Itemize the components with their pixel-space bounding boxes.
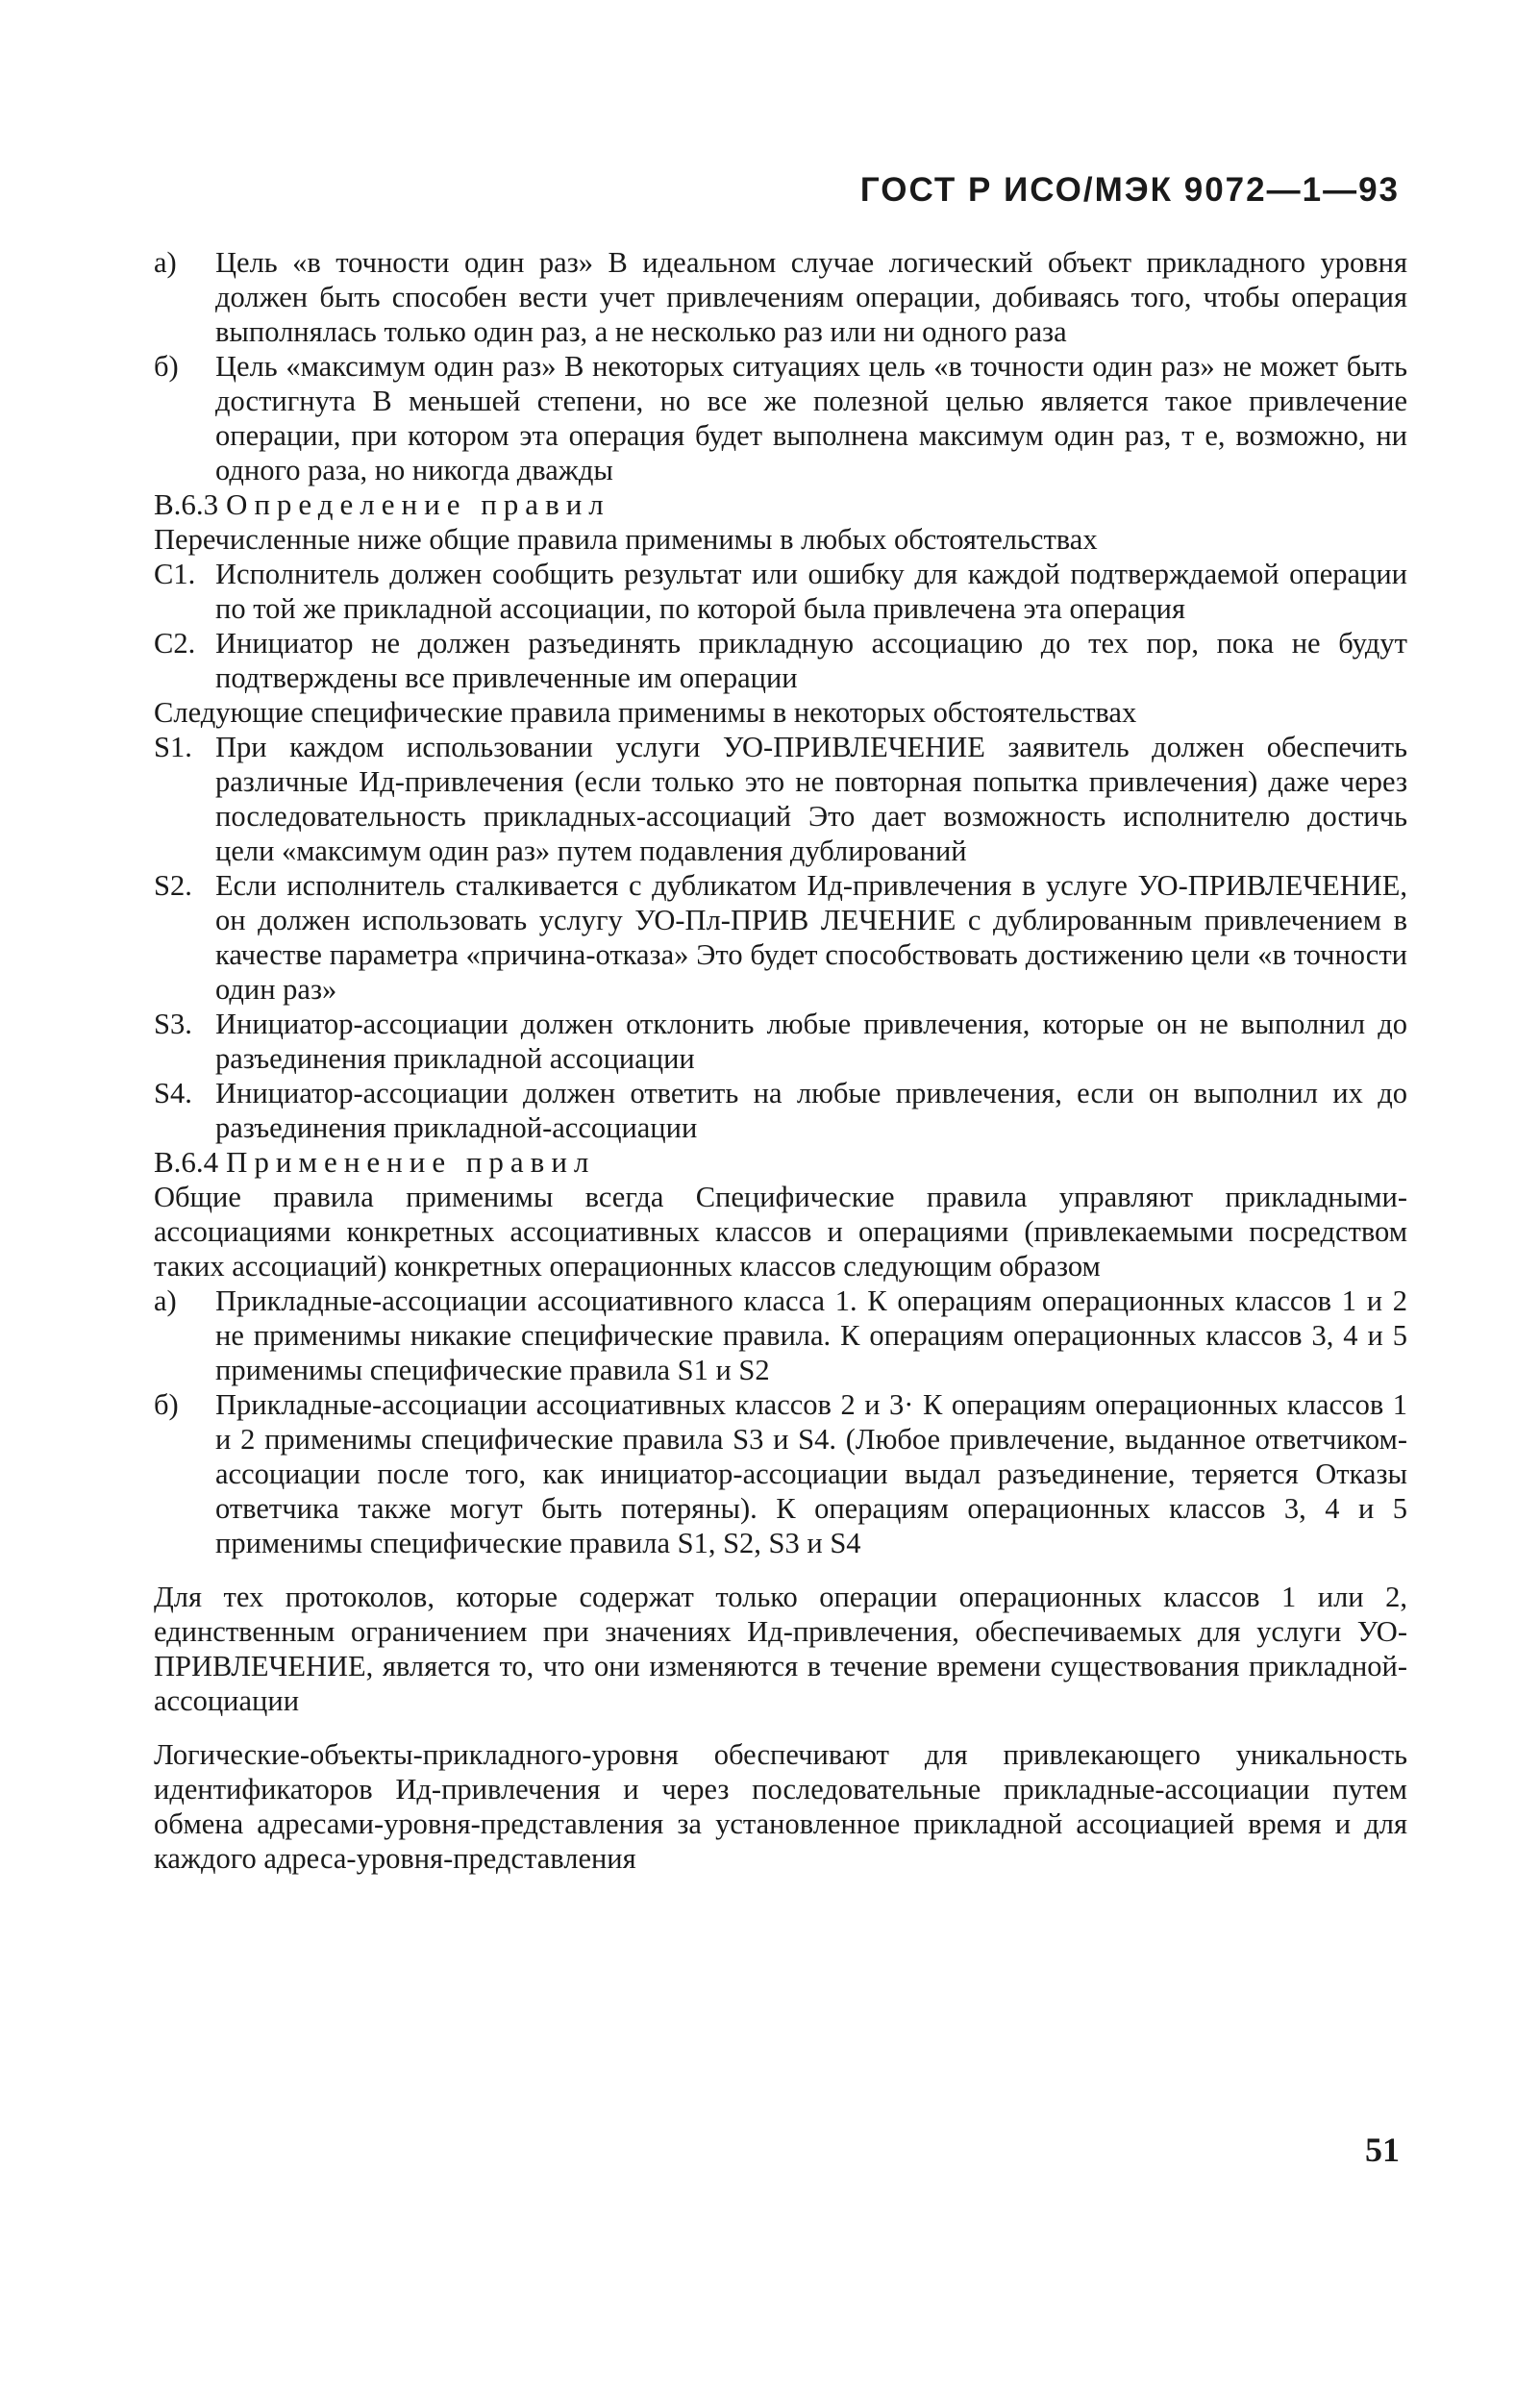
- rule-marker: S3.: [154, 1008, 192, 1040]
- item-marker: б): [154, 350, 179, 383]
- item-text: Цель «в точности один раз» В идеальном случае логический объект прикладного уровня должен быть способен вести учет привлечениям операции, добиваясь того, чтобы операция выполнялась только один раз, а не несколько раз или ни одного раза: [215, 246, 1407, 348]
- rule-text: Инициатор не должен разъединять прикладную ассоциацию до тех пор, пока не будут подтверждены все привлеченные им операции: [215, 627, 1407, 694]
- rule-s4: [154, 1076, 1407, 1145]
- document-body: [154, 245, 1407, 1876]
- paragraph-protocols: Для тех протоколов, которые содержат только операции операционных классов 1 или 2, единственным ограничением при значениях Ид-привлечения, обеспечиваемых для услуги УО-ПРИВЛЕЧЕНИЕ, является то, что они изменяются в течение времени существования прикладной-ассоциации: [154, 1581, 1407, 1717]
- rule-s1: [154, 730, 1407, 868]
- rule-s3: [154, 1007, 1407, 1076]
- paragraph-gap: [154, 1718, 1407, 1737]
- item-text: Прикладные-ассоциации ассоциативных классов 2 и 3· К операциям операционных классов 1 и 2 применимы специфические правила S3 и S4. (Любое привлечение, выданное ответчиком-ассоциации после того, как инициатор-ассоциации выдал разъединение, теряется Отказы ответчика также могут быть потеряны). К операциям операционных классов 3, 4 и 5 применимы специфические правила S1, S2, S3 и S4: [215, 1388, 1407, 1559]
- application-item-a: [154, 1283, 1407, 1387]
- item-text: Прикладные-ассоциации ассоциативного класса 1. К операциям операционных классов 1 и 2 не применимы никакие специфические правила. К операциям операционных классов 3, 4 и 5 применимы специфические правила S1 и S2: [215, 1284, 1407, 1386]
- rule-marker: С1.: [154, 558, 196, 590]
- goal-item-a: [154, 245, 1407, 349]
- page-number: 51: [1365, 2130, 1400, 2169]
- rule-marker: S1.: [154, 731, 192, 763]
- section-title: Определение правил: [225, 487, 610, 521]
- rule-text: При каждом использовании услуги УО-ПРИВЛЕЧЕНИЕ заявитель должен обеспечить различные Ид-привлечения (если только это не повторная попытка привлечения) даже через последовательность прикладных-ассоциаций Это дает возможность исполнителю достичь цели «максимум один раз» путем подавления дублирований: [215, 731, 1407, 867]
- standard-header: ГОСТ Р ИСО/МЭК 9072—1—93: [859, 171, 1400, 209]
- rule-c1: [154, 557, 1407, 626]
- item-marker: а): [154, 246, 177, 279]
- section-heading-b63: [154, 487, 1407, 522]
- rule-text: Если исполнитель сталкивается с дубликатом Ид-привлечения в услуге УО-ПРИВЛЕЧЕНИЕ, он должен использовать услугу УО-Пл-ПРИВ ЛЕЧЕНИЕ с дублированным привлечением в качестве параметра «причина-отказа» Это будет способствовать достижению цели «в точности один раз»: [215, 869, 1407, 1006]
- section-number: В.6.3: [154, 487, 219, 521]
- goal-item-b: [154, 349, 1407, 487]
- section-title: Применение правил: [225, 1145, 596, 1179]
- item-marker: а): [154, 1284, 177, 1317]
- rule-c2: [154, 626, 1407, 695]
- rule-text: Инициатор-ассоциации должен отклонить любые привлечения, которые он не выполнил до разъединения прикладной ассоциации: [215, 1008, 1407, 1075]
- rule-text: Инициатор-ассоциации должен ответить на любые привлечения, если он выполнил их до разъединения прикладной-ассоциации: [215, 1077, 1407, 1144]
- rule-marker: S4.: [154, 1077, 192, 1109]
- item-text: Цель «максимум один раз» В некоторых ситуациях цель «в точности один раз» не может быть достигнута В меньшей степени, но все же полезной целью является такое привлечение операции, при котором эта операция будет выполнена максимум один раз, т е, возможно, ни одного раза, но никогда дважды: [215, 350, 1407, 486]
- item-marker: б): [154, 1388, 179, 1421]
- specific-rules-intro: Следующие специфические правила применимы в некоторых обстоятельствах: [154, 696, 1137, 729]
- rule-marker: S2.: [154, 869, 192, 902]
- section-heading-b64: [154, 1145, 1407, 1180]
- rule-text: Исполнитель должен сообщить результат или ошибку для каждой подтверждаемой операции по той же прикладной ассоциации, по которой была привлечена эта операция: [215, 558, 1407, 625]
- paragraph-objects: Логические-объекты-прикладного-уровня обеспечивают для привлекающего уникальность идентификаторов Ид-привлечения и через последовательные прикладные-ассоциации путем обмена адресами-уровня-представления за установленное прикладной ассоциацией время и для каждого адреса-уровня-представления: [154, 1738, 1407, 1875]
- section-number: В.6.4: [154, 1145, 219, 1179]
- application-intro: Общие правила применимы всегда Специфические правила управляют прикладными-ассоциациями конкретных ассоциативных классов и операциями (привлекаемыми посредством таких ассоциаций) конкретных операционных классов следующим образом: [154, 1181, 1407, 1283]
- application-item-b: [154, 1387, 1407, 1560]
- general-rules-intro: Перечисленные ниже общие правила применимы в любых обстоятельствах: [154, 523, 1098, 556]
- rule-s2: [154, 868, 1407, 1007]
- rule-marker: С2.: [154, 627, 196, 660]
- paragraph-gap: [154, 1560, 1407, 1580]
